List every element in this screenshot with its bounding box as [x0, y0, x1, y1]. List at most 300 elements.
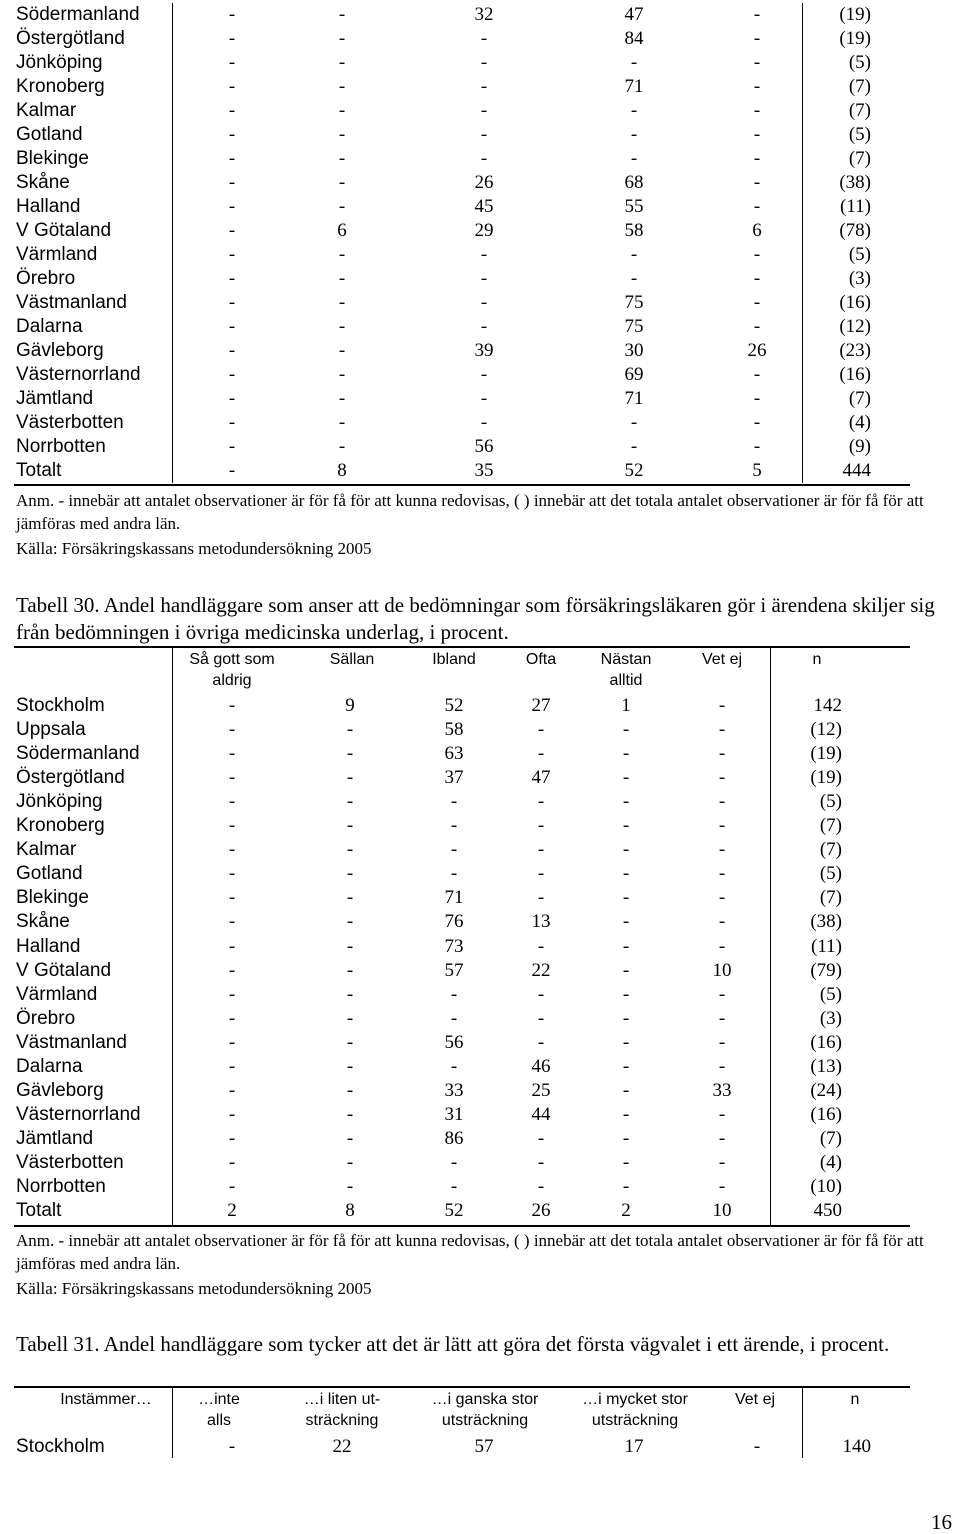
table-cell: - [537, 935, 545, 957]
table-cell: - [630, 412, 638, 433]
table-cell: - [346, 959, 354, 981]
column-header: Vet ej [734, 1391, 776, 1408]
table-cell: (16) [810, 1031, 842, 1053]
table-cell: - [718, 1176, 726, 1197]
column-header: Instämmer… [60, 1391, 152, 1408]
table-cell: - [228, 148, 236, 169]
table-cell: - [718, 1007, 726, 1029]
table-31-header [0, 1388, 960, 1434]
table-cell: - [338, 268, 346, 289]
column-header: …i mycket stor utsträckning [582, 1391, 688, 1429]
table-cell: - [718, 983, 726, 1005]
table-cell: - [346, 887, 354, 909]
table-cell: (5) [848, 52, 871, 73]
table-cell: - [346, 1127, 354, 1149]
table-row [0, 718, 960, 742]
table-cell: - [338, 412, 346, 433]
table-cell: - [228, 839, 236, 861]
row-label: Södermanland [16, 4, 140, 25]
column-header: …i ganska stor utsträckning [431, 1391, 539, 1429]
table-cell: - [346, 815, 354, 837]
table-cell: - [622, 1079, 630, 1101]
table-cell: - [228, 815, 236, 837]
table-cell: - [228, 1176, 236, 1197]
table-cell: (79) [810, 959, 842, 981]
table-cell: (11) [840, 196, 871, 217]
table-cell: - [718, 839, 726, 861]
table-cell: (24) [810, 1079, 842, 1101]
table-cell: - [338, 172, 346, 193]
table-row [0, 766, 960, 790]
table-row [0, 195, 960, 219]
row-label: Skåne [16, 911, 70, 933]
row-label: Jönköping [16, 791, 103, 813]
table-30-divider [172, 648, 173, 1226]
table-cell: - [753, 4, 761, 25]
table-cell: - [622, 863, 630, 885]
table-row [0, 1103, 960, 1127]
table-cell: 450 [813, 1200, 842, 1222]
table-cell: - [228, 292, 236, 313]
table-cell: - [228, 244, 236, 265]
table-cell: - [718, 1055, 726, 1077]
table-cell: (3) [819, 1007, 842, 1029]
row-label: Örebro [16, 268, 76, 289]
table-cell: - [228, 52, 236, 73]
table-cell: - [338, 244, 346, 265]
table-cell: - [718, 791, 726, 813]
table-cell: - [480, 316, 488, 337]
table-cell: - [346, 1176, 354, 1197]
table-cell: (38) [810, 911, 842, 933]
table-cell: - [480, 76, 488, 97]
table-cell: 47 [624, 4, 644, 25]
row-label: Gävleborg [16, 340, 104, 361]
table-row [0, 1031, 960, 1055]
table-cell: 13 [531, 911, 551, 933]
row-label: Stockholm [16, 1436, 105, 1457]
table-cell: 140 [842, 1436, 871, 1457]
table-cell: (19) [810, 743, 842, 765]
table-cell: - [753, 244, 761, 265]
table-cell: 52 [624, 460, 644, 481]
column-header: Vet ej [701, 651, 743, 668]
table-cell: (5) [819, 791, 842, 813]
table-cell: - [753, 316, 761, 337]
table-cell: - [228, 695, 236, 716]
table-cell: 52 [444, 1200, 464, 1222]
table-row [0, 75, 960, 99]
table-row [0, 123, 960, 147]
table-cell: - [228, 983, 236, 1005]
table-cell: - [338, 196, 346, 217]
table-cell: (78) [839, 220, 871, 241]
table-cell: 37 [444, 767, 464, 789]
table-row [0, 1199, 960, 1223]
table-row [0, 790, 960, 814]
table-cell: - [450, 863, 458, 885]
table-cell: - [346, 791, 354, 813]
table-cell: - [718, 863, 726, 885]
column-header: Så gott som aldrig [189, 651, 275, 689]
table-row [0, 51, 960, 75]
table-cell: 31 [444, 1103, 464, 1125]
table-cell: - [622, 911, 630, 933]
row-label: Halland [16, 196, 81, 217]
column-header: Ibland [432, 651, 476, 668]
table-cell: (19) [839, 4, 871, 25]
table-row [0, 959, 960, 983]
table-cell: - [622, 743, 630, 765]
table-cell: 10 [712, 1200, 732, 1222]
row-label: Värmland [16, 244, 98, 265]
table-cell: - [537, 1031, 545, 1053]
table-row [0, 935, 960, 959]
table-cell: - [537, 815, 545, 837]
table-29-divider [172, 3, 173, 483]
table-cell: 5 [752, 460, 762, 481]
row-label: Blekinge [16, 887, 89, 909]
table-cell: (19) [839, 28, 871, 49]
table-31-divider-n [802, 1388, 803, 1458]
table-cell: (7) [819, 815, 842, 837]
column-header: …inte alls [198, 1391, 240, 1429]
table-cell: - [450, 839, 458, 861]
table-cell: 75 [624, 292, 644, 313]
table-cell: - [622, 1007, 630, 1029]
table-cell: - [228, 887, 236, 909]
row-label: Norrbotten [16, 436, 106, 457]
table-cell: (4) [848, 412, 871, 433]
table-cell: 58 [624, 220, 644, 241]
table-cell: - [228, 863, 236, 885]
table-cell: (9) [848, 436, 871, 457]
table-cell: - [228, 196, 236, 217]
column-header: n [812, 651, 822, 668]
row-label: Skåne [16, 172, 70, 193]
row-label: Halland [16, 935, 81, 957]
row-label: Dalarna [16, 1055, 83, 1077]
table-cell: - [622, 1031, 630, 1053]
table-cell: (16) [839, 292, 871, 313]
table-cell: - [228, 935, 236, 957]
table-row [0, 243, 960, 267]
row-label: Örebro [16, 1007, 76, 1029]
table-row [0, 363, 960, 387]
table-cell: - [622, 983, 630, 1005]
table-cell: (7) [848, 100, 871, 121]
table-cell: 69 [624, 364, 644, 385]
row-label: Kalmar [16, 839, 77, 861]
table-row [0, 910, 960, 934]
row-label: Södermanland [16, 743, 140, 765]
table-cell: (7) [848, 388, 871, 409]
table-row [0, 411, 960, 435]
row-label: Jönköping [16, 52, 103, 73]
table-cell: - [450, 1151, 458, 1173]
row-label: V Götaland [16, 959, 112, 981]
row-label: Västmanland [16, 1031, 127, 1053]
table-cell: - [338, 364, 346, 385]
table-cell: - [537, 1127, 545, 1149]
table-cell: - [622, 1151, 630, 1173]
table-29-divider-n [802, 3, 803, 483]
table-cell: - [480, 364, 488, 385]
table-cell: 44 [531, 1103, 551, 1125]
table-cell: - [338, 100, 346, 121]
table-row [0, 1151, 960, 1175]
table-cell: 33 [712, 1079, 732, 1101]
table-cell: - [622, 719, 630, 741]
row-label: Västernorrland [16, 1103, 141, 1125]
table-cell: (12) [810, 719, 842, 741]
table-cell: - [338, 28, 346, 49]
table-cell: 57 [474, 1436, 494, 1457]
row-label: Västerbotten [16, 412, 124, 433]
table-cell: - [338, 388, 346, 409]
table-row [0, 459, 960, 483]
table-cell: - [718, 719, 726, 741]
table-cell: - [228, 100, 236, 121]
table-cell: - [718, 767, 726, 789]
table-cell: - [622, 887, 630, 909]
table-cell: - [346, 767, 354, 789]
table-cell: - [228, 172, 236, 193]
table-cell: 8 [345, 1200, 355, 1222]
table-cell: - [480, 100, 488, 121]
table-cell: (19) [810, 767, 842, 789]
table-row [0, 814, 960, 838]
table-cell: - [537, 839, 545, 861]
table-cell: - [338, 76, 346, 97]
table-cell: - [480, 268, 488, 289]
table-cell: 32 [474, 4, 494, 25]
table-row [0, 694, 960, 718]
table-cell: 86 [444, 1127, 464, 1149]
table-cell: 27 [531, 695, 551, 716]
table-cell: - [228, 76, 236, 97]
table-cell: - [228, 436, 236, 457]
table-cell: - [630, 52, 638, 73]
table-cell: - [228, 791, 236, 813]
table-cell: - [228, 1151, 236, 1173]
table-cell: - [228, 1007, 236, 1029]
table-cell: 76 [444, 911, 464, 933]
table-row [0, 886, 960, 910]
table-29-note: Anm. - innebär att antalet observationer är för få för att kunna redovisas, ( ) innebär att det totala antalet observationer är för få för att jämföras med andra län. [16, 491, 924, 533]
table-row [0, 838, 960, 862]
table-cell: (7) [819, 1127, 842, 1149]
table-row [0, 862, 960, 886]
table-cell: - [450, 1176, 458, 1197]
table-row [0, 267, 960, 291]
table-cell: 2 [621, 1200, 631, 1222]
table-cell: (11) [811, 935, 842, 957]
table-cell: 58 [444, 719, 464, 741]
table-cell: - [753, 172, 761, 193]
table-cell: - [346, 1151, 354, 1173]
row-label: Jämtland [16, 1127, 94, 1149]
table-cell: - [480, 148, 488, 169]
row-label: Norrbotten [16, 1176, 106, 1197]
column-header: Ofta [525, 651, 557, 668]
row-label: Västmanland [16, 292, 127, 313]
table-cell: (10) [810, 1176, 842, 1197]
table-cell: 73 [444, 935, 464, 957]
table-row [0, 1007, 960, 1031]
table-cell: - [537, 1176, 545, 1197]
table-cell: - [622, 815, 630, 837]
table-cell: - [228, 1127, 236, 1149]
row-label: Kronoberg [16, 76, 105, 97]
table-cell: - [228, 316, 236, 337]
table-cell: 1 [621, 695, 631, 716]
table-cell: (23) [839, 340, 871, 361]
table-cell: - [718, 695, 726, 716]
table-cell: 17 [624, 1436, 644, 1457]
table-cell: - [630, 268, 638, 289]
table-row [0, 27, 960, 51]
table-cell: - [228, 719, 236, 741]
table-cell: (5) [819, 983, 842, 1005]
table-cell: - [228, 364, 236, 385]
table-cell: - [622, 1176, 630, 1197]
row-label: Östergötland [16, 28, 125, 49]
table-cell: - [228, 412, 236, 433]
table-cell: - [450, 791, 458, 813]
table-cell: 25 [531, 1079, 551, 1101]
table-cell: - [338, 4, 346, 25]
table-cell: - [537, 791, 545, 813]
table-cell: - [228, 1079, 236, 1101]
table-cell: 55 [624, 196, 644, 217]
table-cell: - [753, 364, 761, 385]
column-header: …i liten ut- sträckning [303, 1391, 381, 1429]
table-row [0, 983, 960, 1007]
table-cell: - [718, 815, 726, 837]
table-cell: - [480, 244, 488, 265]
table-row [0, 1055, 960, 1079]
row-label: Östergötland [16, 767, 125, 789]
table-cell: (7) [819, 839, 842, 861]
table-cell: - [228, 911, 236, 933]
row-label: Värmland [16, 983, 98, 1005]
row-label: Gotland [16, 124, 83, 145]
table-cell: (4) [819, 1151, 842, 1173]
table-cell: 26 [474, 172, 494, 193]
table-cell: - [753, 196, 761, 217]
table-cell: - [537, 1151, 545, 1173]
table-cell: 52 [444, 695, 464, 716]
table-cell: - [338, 292, 346, 313]
table-cell: - [228, 767, 236, 789]
table-29 [0, 0, 960, 490]
table-cell: (5) [819, 863, 842, 885]
table-cell: - [537, 983, 545, 1005]
table-cell: 33 [444, 1079, 464, 1101]
table-cell: - [450, 983, 458, 1005]
table-cell: - [480, 412, 488, 433]
table-cell: - [228, 743, 236, 765]
table-cell: 63 [444, 743, 464, 765]
table-cell: - [450, 1055, 458, 1077]
table-cell: - [537, 863, 545, 885]
table-cell: (5) [848, 124, 871, 145]
column-header: n [850, 1391, 860, 1408]
table-cell: - [228, 1055, 236, 1077]
table-cell: 30 [624, 340, 644, 361]
row-label: Kalmar [16, 100, 77, 121]
table-cell: - [450, 815, 458, 837]
table-cell: - [228, 388, 236, 409]
table-cell: - [718, 1151, 726, 1173]
table-cell: - [346, 935, 354, 957]
table-cell: (7) [848, 148, 871, 169]
row-label: V Götaland [16, 220, 112, 241]
table-30-header [0, 648, 960, 694]
table-cell: (7) [848, 76, 871, 97]
table-cell: - [622, 935, 630, 957]
table-cell: (3) [848, 268, 871, 289]
table-cell: - [537, 719, 545, 741]
table-30-title: Tabell 30. Andel handläggare som anser att de bedömningar som försäkringsläkaren gör i ärendena skiljer sig från bedömningen i övriga medicinska underlag, i procent. [16, 593, 935, 644]
table-cell: 46 [531, 1055, 551, 1077]
column-header: Nästan alltid [600, 651, 652, 689]
table-cell: - [480, 52, 488, 73]
table-cell: (38) [839, 172, 871, 193]
table-row [0, 171, 960, 195]
table-cell: - [753, 436, 761, 457]
table-row [0, 742, 960, 766]
table-cell: 71 [624, 76, 644, 97]
table-cell: - [718, 1103, 726, 1125]
table-cell: - [622, 959, 630, 981]
table-cell: - [753, 388, 761, 409]
table-31-divider [172, 1388, 173, 1458]
table-cell: 47 [531, 767, 551, 789]
table-cell: 8 [337, 460, 347, 481]
table-cell: 57 [444, 959, 464, 981]
table-cell: 75 [624, 316, 644, 337]
table-cell: - [228, 4, 236, 25]
table-cell: - [718, 887, 726, 909]
table-30-bottom-rule [14, 1225, 910, 1227]
table-cell: - [228, 28, 236, 49]
table-cell: - [338, 316, 346, 337]
table-cell: - [537, 743, 545, 765]
table-cell: - [228, 1103, 236, 1125]
table-cell: 45 [474, 196, 494, 217]
table-row [0, 315, 960, 339]
table-cell: - [718, 935, 726, 957]
table-cell: - [718, 911, 726, 933]
table-cell: - [753, 52, 761, 73]
table-row [0, 1175, 960, 1199]
table-cell: - [346, 983, 354, 1005]
table-cell: 68 [624, 172, 644, 193]
row-label: Dalarna [16, 316, 83, 337]
row-label: Gävleborg [16, 1079, 104, 1101]
table-30-source: Källa: Försäkringskassans metodundersökning 2005 [16, 1279, 372, 1298]
table-cell: 444 [842, 460, 871, 481]
table-cell: 35 [474, 460, 494, 481]
table-cell: - [630, 124, 638, 145]
table-cell: 29 [474, 220, 494, 241]
table-cell: - [338, 436, 346, 457]
table-cell: - [338, 124, 346, 145]
row-label: Uppsala [16, 719, 86, 741]
table-cell: - [346, 743, 354, 765]
